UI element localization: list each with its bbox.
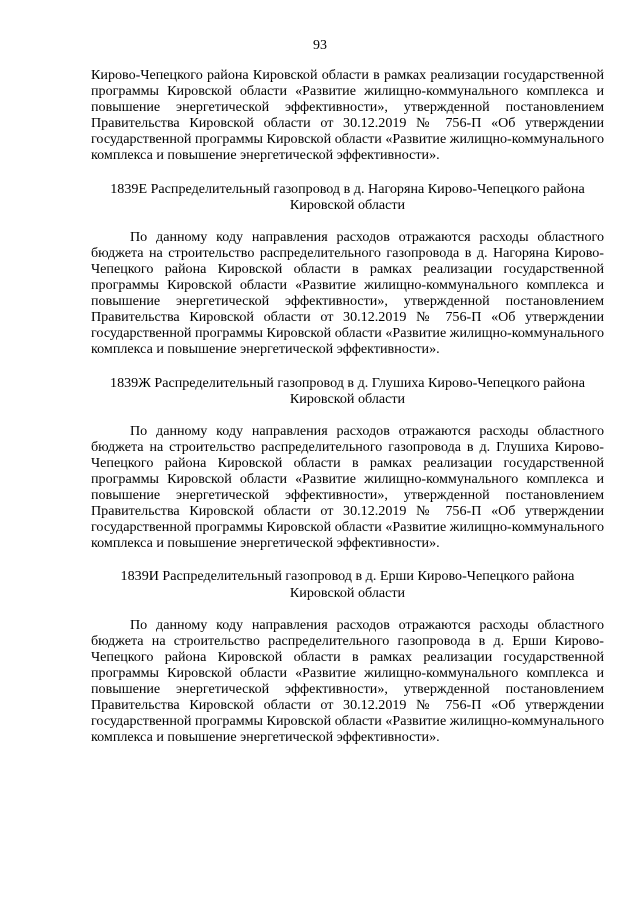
section-heading-1839i: 1839И Распределительный газопровод в д. Ерши Кирово-Чепецкого района Кировской области xyxy=(120,568,575,601)
paragraph-continuation: Кирово-Чепецкого района Кировской области в рамках реализации государственной программы Кировской области «Развитие жилищно-коммунального комплекса и повышение энергетической эффективности», утвержденной постановлением Правительства Кировской области от 30.12.2019 № 756-П «Об утверждении государственной программы Кировской области «Развитие жилищно-коммунального комплекса и повышение энергетической эффективности». xyxy=(91,67,604,164)
paragraph-1839e: По данному коду направления расходов отражаются расходы областного бюджета на строительство распределительного газопровода в д. Нагоряна Кирово-Чепецкого района Кировской области в рамках реализации государственной программы Кировской области «Развитие жилищно-коммунального комплекса и повышение энергетической эффективности», утвержденной постановлением Правительства Кировской области от 30.12.2019 № 756-П «Об утверждении государственной программы Кировской области «Развитие жилищно-коммунального комплекса и повышение энергетической эффективности». xyxy=(91,228,604,358)
page-number: 93 xyxy=(313,38,327,53)
document-body xyxy=(91,67,604,745)
section-heading-1839e: 1839Е Распределительный газопровод в д. Нагоряна Кирово-Чепецкого района Кировской области xyxy=(110,180,585,213)
paragraph-1839zh: По данному коду направления расходов отражаются расходы областного бюджета на строительство распределительного газопровода в д. Глушиха Кирово-Чепецкого района Кировской области в рамках реализации государственной программы Кировской области «Развитие жилищно-коммунального комплекса и повышение энергетической эффективности», утвержденной постановлением Правительства Кировской области от 30.12.2019 № 756-П «Об утверждении государственной программы Кировской области «Развитие жилищно-коммунального комплекса и повышение энергетической эффективности». xyxy=(91,422,604,552)
section-heading-1839zh: 1839Ж Распределительный газопровод в д. Глушиха Кирово-Чепецкого района Кировской области xyxy=(110,374,585,407)
paragraph-1839i: По данному коду направления расходов отражаются расходы областного бюджета на строительство распределительного газопровода в д. Ерши Кирово-Чепецкого района Кировской области в рамках реализации государственной программы Кировской области «Развитие жилищно-коммунального комплекса и повышение энергетической эффективности», утвержденной постановлением Правительства Кировской области от 30.12.2019 № 756-П «Об утверждении государственной программы Кировской области «Развитие жилищно-коммунального комплекса и повышение энергетической эффективности». xyxy=(91,616,604,746)
